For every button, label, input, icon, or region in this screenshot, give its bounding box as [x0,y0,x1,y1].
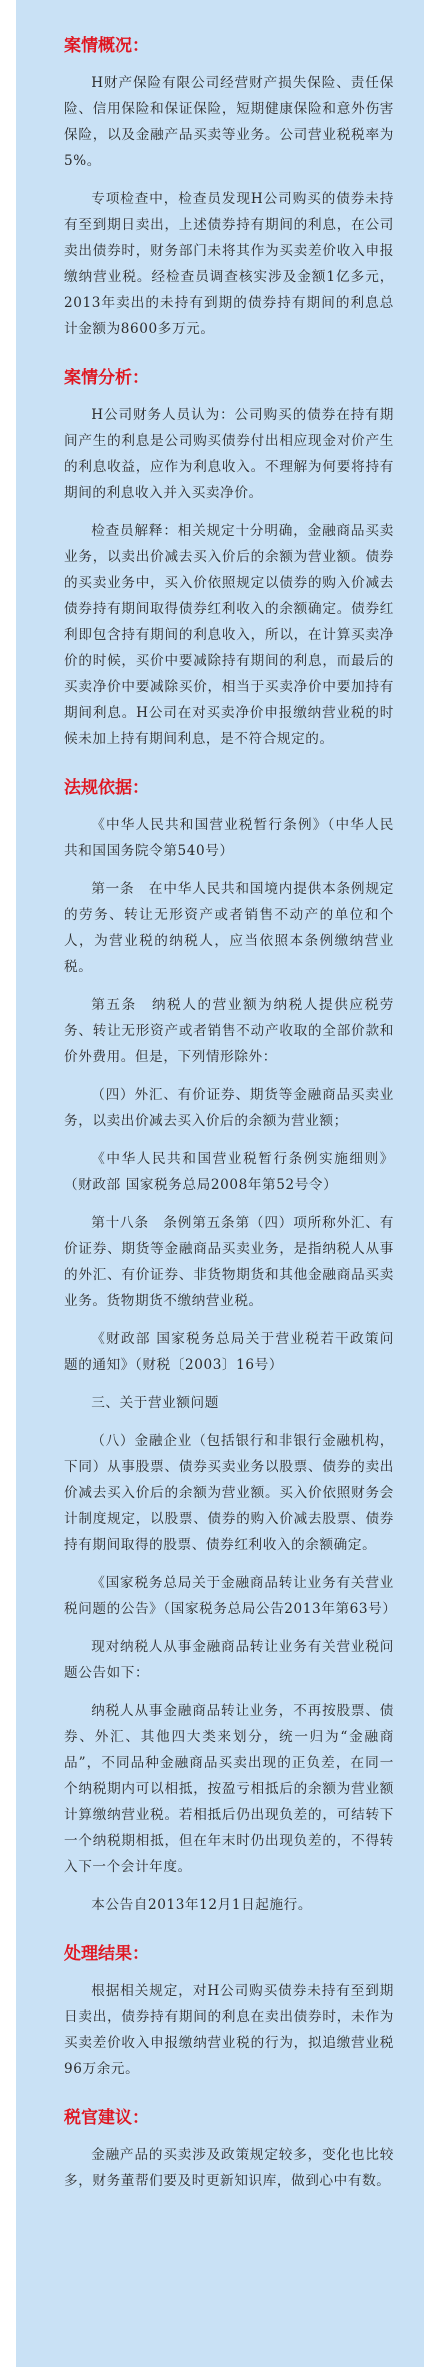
section-heading-case-overview: 案情概况： [64,36,149,56]
paragraph: 第五条 纳税人的营业额为纳税人提供应税劳务、转让无形资产或者销售不动产收取的全部价款和价外费用。但是，下列情形除外： [64,997,394,1065]
paragraph: 《财政部 国家税务总局关于营业税若干政策问题的通知》（财税〔2003〕16号） [64,1331,394,1373]
paragraph: 三、关于营业额问题 [91,1395,219,1411]
paragraph: 《中华人民共和国营业税暂行条例实施细则》（财政部 国家税务总局2008年第52号令） [64,1151,394,1193]
section-heading-legal-basis: 法规依据： [64,778,149,798]
section-heading-advice: 税官建议： [64,2108,149,2128]
paragraph: 第十八条 条例第五条第（四）项所称外汇、有价证券、期货等金融商品买卖业务，是指纳税人从事的外汇、有价证券、非货物期货和其他金融商品买卖业务。货物期货不缴纳营业税。 [64,1215,394,1309]
paragraph: 《中华人民共和国营业税暂行条例》（中华人民共和国国务院令第540号） [64,817,394,859]
paragraph: 金融产品的买卖涉及政策规定较多，变化也比较多，财务董帮们要及时更新知识库，做到心中有数。 [64,2147,394,2189]
paragraph: （四）外汇、有价证券、期货等金融商品买卖业务，以卖出价减去买入价后的余额为营业额； [64,1087,394,1129]
paragraph: 《国家税务总局关于金融商品转让业务有关营业税问题的公告》（国家税务总局公告2013年第63号） [64,1575,397,1617]
paragraph: H财产保险有限公司经营财产损失保险、责任保险、信用保险和保证保险，短期健康保险和意外伤害保险，以及金融产品买卖等业务。公司营业税税率为5%。 [64,75,394,169]
section-heading-case-analysis: 案情分析： [64,368,149,388]
paragraph: 现对纳税人从事金融商品转让业务有关营业税问题公告如下： [64,1639,394,1681]
paragraph: 根据相关规定，对H公司购买债券未持有至到期日卖出，债券持有期间的利息在卖出债券时，未作为买卖差价收入申报缴纳营业税的行为，拟追缴营业税96万余元。 [64,1983,394,2077]
paragraph: 本公告自2013年12月1日起施行。 [91,1897,313,1913]
section-heading-result: 处理结果： [64,1944,149,1964]
paragraph: （八）金融企业（包括银行和非银行金融机构，下同）从事股票、债券买卖业务以股票、债券的卖出价减去买入价后的余额为营业额。买入价依照财务会计制度规定，以股票、债券的购入价减去股票、债券持有期间取得的股票、债券红利收入的余额确定。 [64,1433,394,1553]
paragraph: 检查员解释：相关规定十分明确，金融商品买卖业务，以卖出价减去买入价后的余额为营业额。债券的买卖业务中，买入价依照规定以债券的购入价减去债券持有期间取得债券红利收入的余额确定。债券红利即包含持有期间的利息收入，所以，在计算买卖净价的时候，买价中要减除持有期间的利息，而最后的买卖净价中要减除买价，相当于买卖净价中要加持有期间利息。H公司在对买卖净价申报缴纳营业税的时候未加上持有期间利息，是不符合规定的。 [64,523,394,747]
paragraph: 纳税人从事金融商品转让业务，不再按股票、债券、外汇、其他四大类来划分，统一归为“金融商品”，不同品种金融商品买卖出现的正负差，在同一个纳税期内可以相抵，按盈亏相抵后的余额为营业额计算缴纳营业税。若相抵后仍出现负差的，可结转下一个纳税期相抵，但在年末时仍出现负差的，不得转入下一个会计年度。 [64,1703,394,1875]
paragraph: 第一条 在中华人民共和国境内提供本条例规定的劳务、转让无形资产或者销售不动产的单位和个人，为营业税的纳税人，应当依照本条例缴纳营业税。 [64,881,394,975]
article-background [16,0,424,2367]
article-content [16,0,424,2194]
paragraph: H公司财务人员认为：公司购买的债券在持有期间产生的利息是公司购买债券付出相应现金对价产生的利息收益，应作为利息收入。不理解为何要将持有期间的利息收入并入买卖净价。 [64,407,394,501]
paragraph: 专项检查中，检查员发现H公司购买的债券未持有至到期日卖出，上述债券持有期间的利息，在公司卖出债券时，财务部门未将其作为买卖差价收入申报缴纳营业税。经检查员调查核实涉及金额1亿多元，2013年卖出的未持有到期的债券持有期间的利息总计金额为8600多万元。 [64,191,394,337]
